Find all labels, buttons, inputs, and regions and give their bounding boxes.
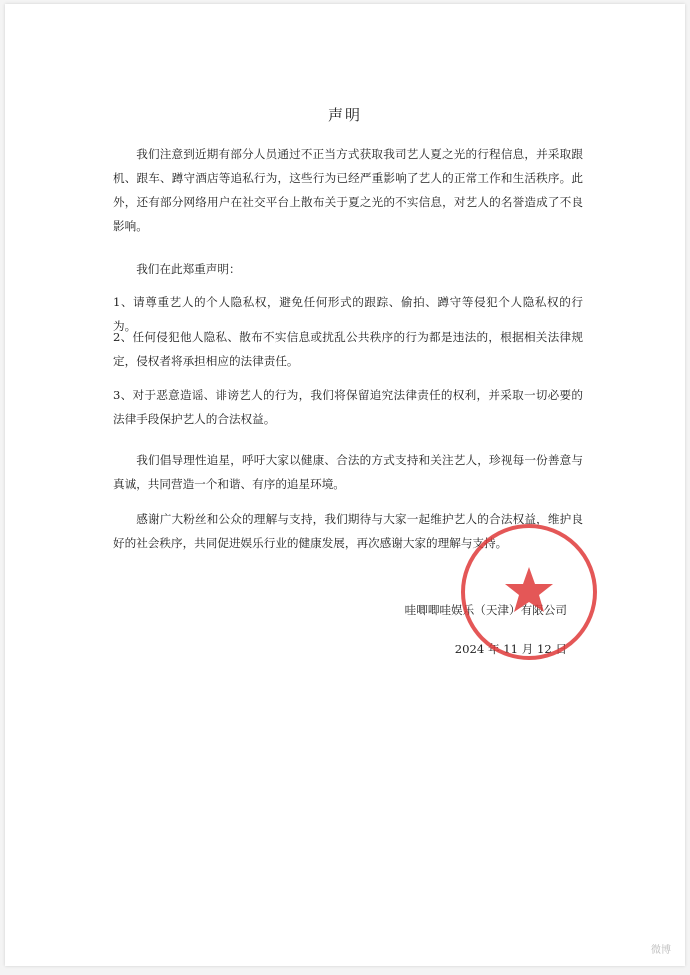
paragraph-advocate: 我们倡导理性追星，呼吁大家以健康、合法的方式支持和关注艺人，珍视每一份善意与真诚，共同营造一个和谐、有序的追星环境。 (113, 453, 583, 491)
paragraph-intro: 我们注意到近期有部分人员通过不正当方式获取我司艺人夏之光的行程信息，并采取跟机、跟车、蹲守酒店等追私行为，这些行为已经严重影响了艺人的正常工作和生活秩序。此外，还有部分网络用户在社交平台上散布关于夏之光的不实信息，对艺人的名誉造成了不良影响。 (113, 147, 583, 233)
paragraph-thanks: 感谢广大粉丝和公众的理解与支持，我们期待与大家一起维护艺人的合法权益，维护良好的社会秩序，共同促进娱乐行业的健康发展，再次感谢大家的理解与支持。 (113, 512, 583, 550)
signature-date: 2024 年 11 月 12 日 (454, 642, 567, 656)
list-item-3: 3、对于恶意造谣、诽谤艺人的行为，我们将保留追究法律责任的权利，并采取一切必要的法律手段保护艺人的合法权益。 (113, 388, 583, 426)
signature-company: 哇唧唧哇娱乐（天津）有限公司 (404, 603, 567, 617)
document-title: 声明 (327, 106, 362, 124)
paragraph-declare: 我们在此郑重声明： (136, 262, 241, 276)
watermark: 微博 (651, 945, 671, 956)
list-item-1: 1、请尊重艺人的个人隐私权，避免任何形式的跟踪、偷拍、蹲守等侵犯个人隐私权的行为。 (113, 295, 583, 333)
document-page (5, 4, 685, 966)
company-seal-icon (458, 521, 600, 663)
list-item-2: 2、任何侵犯他人隐私、散布不实信息或扰乱公共秩序的行为都是违法的，根据相关法律规定，侵权者将承担相应的法律责任。 (113, 330, 583, 368)
